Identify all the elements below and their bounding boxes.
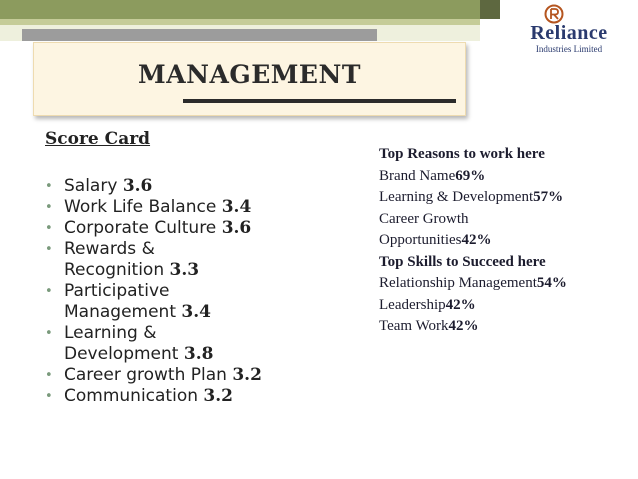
skill-value: 42% — [445, 296, 476, 313]
score-label: Work Life Balance — [64, 197, 222, 217]
skill-value: 42% — [448, 318, 479, 334]
score-item — [45, 365, 365, 386]
bullet-icon: • — [45, 179, 53, 194]
score-label: Career growth Plan — [64, 365, 233, 385]
score-value: 3.2 — [232, 365, 262, 385]
logo-wordmark: Reliance — [530, 22, 608, 44]
score-item — [45, 197, 365, 218]
reason-item — [379, 187, 629, 209]
title-underline — [183, 99, 456, 103]
reliance-logo-icon — [544, 4, 564, 24]
title-box — [33, 42, 466, 116]
skills-heading: Top Skills to Succeed here — [379, 253, 546, 270]
score-card-list — [45, 176, 365, 407]
score-label: Salary — [64, 176, 123, 196]
score-card-heading: Score Card — [45, 129, 151, 149]
reason-item — [379, 209, 509, 252]
score-item — [45, 176, 365, 197]
top-bar-olive — [0, 0, 480, 19]
reason-item — [379, 166, 629, 188]
score-value: 3.4 — [181, 302, 211, 322]
bullet-icon: • — [45, 221, 53, 236]
score-value: 3.4 — [221, 197, 252, 217]
skill-item — [379, 295, 629, 317]
reason-label: Career Growth Opportunities — [379, 210, 469, 248]
score-value: 3.6 — [122, 176, 153, 196]
skill-label: Team Work — [379, 318, 449, 334]
reason-label: Brand Name — [379, 167, 456, 184]
company-logo — [500, 0, 638, 56]
bullet-icon: • — [45, 389, 53, 404]
highlights-panel — [379, 144, 629, 338]
score-item — [45, 323, 365, 365]
page-title: MANAGEMENT — [138, 60, 361, 89]
score-value: 3.3 — [169, 260, 200, 280]
reason-value: 57% — [533, 189, 564, 205]
bullet-icon: • — [45, 368, 53, 383]
score-label: Corporate Culture — [64, 218, 222, 238]
reason-value: 42% — [461, 232, 492, 248]
skill-value: 54% — [536, 275, 567, 291]
reason-value: 69% — [455, 167, 486, 184]
score-item — [45, 386, 365, 407]
bullet-icon: • — [45, 242, 53, 257]
score-item — [45, 218, 365, 239]
score-item — [45, 239, 365, 281]
score-item — [45, 281, 365, 323]
skill-label: Relationship Management — [379, 275, 537, 291]
reasons-heading: Top Reasons to work here — [379, 146, 545, 162]
bullet-icon: • — [45, 284, 53, 299]
bullet-icon: • — [45, 200, 53, 215]
score-label: Learning & Development — [64, 323, 179, 364]
logo-subtitle: Industries Limited — [535, 44, 603, 54]
bullet-icon: • — [45, 326, 53, 341]
skill-item — [379, 273, 629, 295]
skill-label: Leadership — [379, 296, 446, 313]
score-label: Participative Management — [64, 281, 176, 322]
reason-label: Learning & Development — [379, 189, 534, 205]
score-label: Communication — [64, 386, 204, 406]
score-label: Rewards & Recognition — [64, 239, 165, 280]
score-value: 3.6 — [221, 218, 252, 238]
skill-item — [379, 316, 629, 338]
top-bar-gray — [22, 29, 377, 41]
score-value: 3.8 — [183, 344, 214, 364]
score-value: 3.2 — [203, 386, 233, 406]
